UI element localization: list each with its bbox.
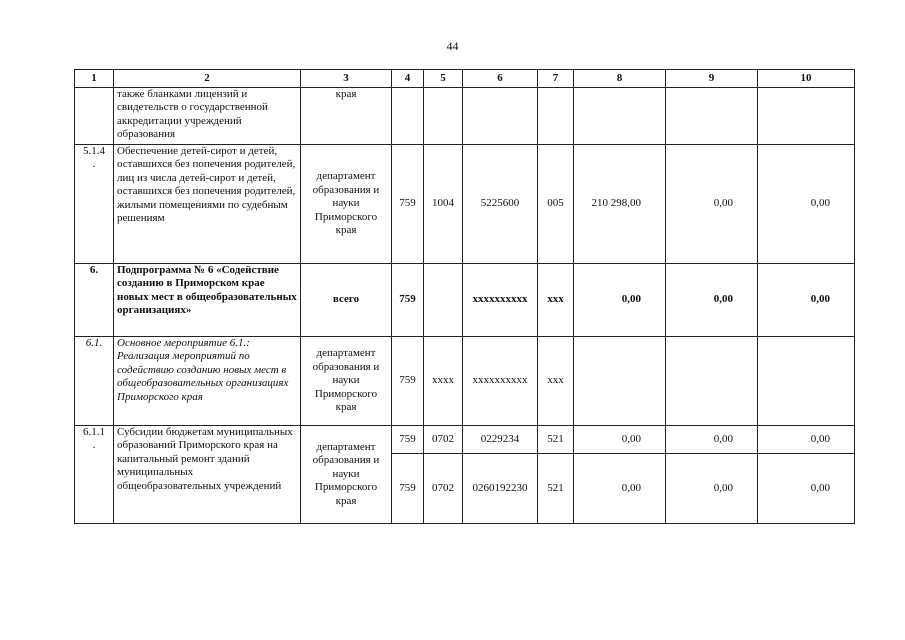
cell-name: Обеспечение детей-сирот и детей, оставшихся без попечения родителей, лиц из числа детей-сирот и детей, оставшихся без попечения родителей, жилыми помещениями по судебным решениям: [114, 145, 301, 264]
cell-c9: 0,00: [666, 264, 758, 337]
page-number: 44: [446, 39, 459, 53]
cell-c9: 0,00: [666, 145, 758, 264]
cell-c7: 521: [538, 454, 574, 524]
cell-c6: 5225600: [463, 145, 538, 264]
cell-c6: xxxxxxxxxx: [463, 337, 538, 426]
col-header-3: 3: [301, 70, 392, 88]
cell-c5: [424, 264, 463, 337]
cell-num: [75, 88, 114, 145]
col-header-8: 8: [574, 70, 666, 88]
cell-c8: 210 298,00: [574, 145, 666, 264]
cell-c7: 005: [538, 145, 574, 264]
table-header-row: [75, 70, 855, 88]
table-row: [75, 426, 855, 454]
cell-c10: 0,00: [758, 454, 855, 524]
cell-c6: 0260192230: [463, 454, 538, 524]
cell-c6: 0229234: [463, 426, 538, 454]
cell-dept: всего: [301, 264, 392, 337]
budget-table: [74, 69, 855, 524]
cell-c5: 0702: [424, 454, 463, 524]
cell-c7: xxx: [538, 337, 574, 426]
cell-num: 5.1.4 .: [75, 145, 114, 264]
cell-num: 6.: [75, 264, 114, 337]
cell-num: 6.1.1 .: [75, 426, 114, 524]
cell-c7: xxx: [538, 264, 574, 337]
col-header-10: 10: [758, 70, 855, 88]
table-row: [75, 337, 855, 426]
cell-c10: [758, 337, 855, 426]
cell-num: 6.1.: [75, 337, 114, 426]
cell-c9: 0,00: [666, 426, 758, 454]
cell-c5: xxxx: [424, 337, 463, 426]
cell-c8: 0,00: [574, 264, 666, 337]
cell-c4: 759: [392, 264, 424, 337]
cell-c7: 521: [538, 426, 574, 454]
cell-c10: 0,00: [758, 145, 855, 264]
cell-c4: 759: [392, 337, 424, 426]
cell-name: также бланками лицензий и свидетельств о государственной аккредитации учреждений образования: [114, 88, 301, 145]
col-header-1: 1: [75, 70, 114, 88]
col-header-7: 7: [538, 70, 574, 88]
cell-c10: 0,00: [758, 264, 855, 337]
cell-c5: 1004: [424, 145, 463, 264]
cell-c4: 759: [392, 426, 424, 454]
cell-dept: департамент образования и науки Приморского края: [301, 337, 392, 426]
cell-dept: департамент образования и науки Приморского края: [301, 145, 392, 264]
col-header-6: 6: [463, 70, 538, 88]
table-row: [75, 88, 855, 145]
cell-name: Подпрограмма № 6 «Содействие созданию в Приморском крае новых мест в общеобразовательных организациях»: [114, 264, 301, 337]
col-header-9: 9: [666, 70, 758, 88]
cell-c4: 759: [392, 145, 424, 264]
cell-c9: 0,00: [666, 454, 758, 524]
col-header-2: 2: [114, 70, 301, 88]
cell-c10: 0,00: [758, 426, 855, 454]
table-row: [75, 145, 855, 264]
cell-dept: края: [301, 88, 392, 145]
cell-dept: департамент образования и науки Приморского края: [301, 426, 392, 524]
col-header-4: 4: [392, 70, 424, 88]
col-header-5: 5: [424, 70, 463, 88]
cell-c8: 0,00: [574, 426, 666, 454]
cell-c4: 759: [392, 454, 424, 524]
table-row: [75, 264, 855, 337]
cell-c8: [574, 337, 666, 426]
cell-c9: [666, 337, 758, 426]
cell-c8: 0,00: [574, 454, 666, 524]
cell-c6: xxxxxxxxxx: [463, 264, 538, 337]
cell-name: Основное мероприятие 6.1.: Реализация мероприятий по содействию созданию новых мест в общеобразовательных организациях Приморского края: [114, 337, 301, 426]
cell-c5: 0702: [424, 426, 463, 454]
cell-name: Субсидии бюджетам муниципальных образований Приморского края на капитальный ремонт зданий муниципальных общеобразовательных учреждений: [114, 426, 301, 524]
